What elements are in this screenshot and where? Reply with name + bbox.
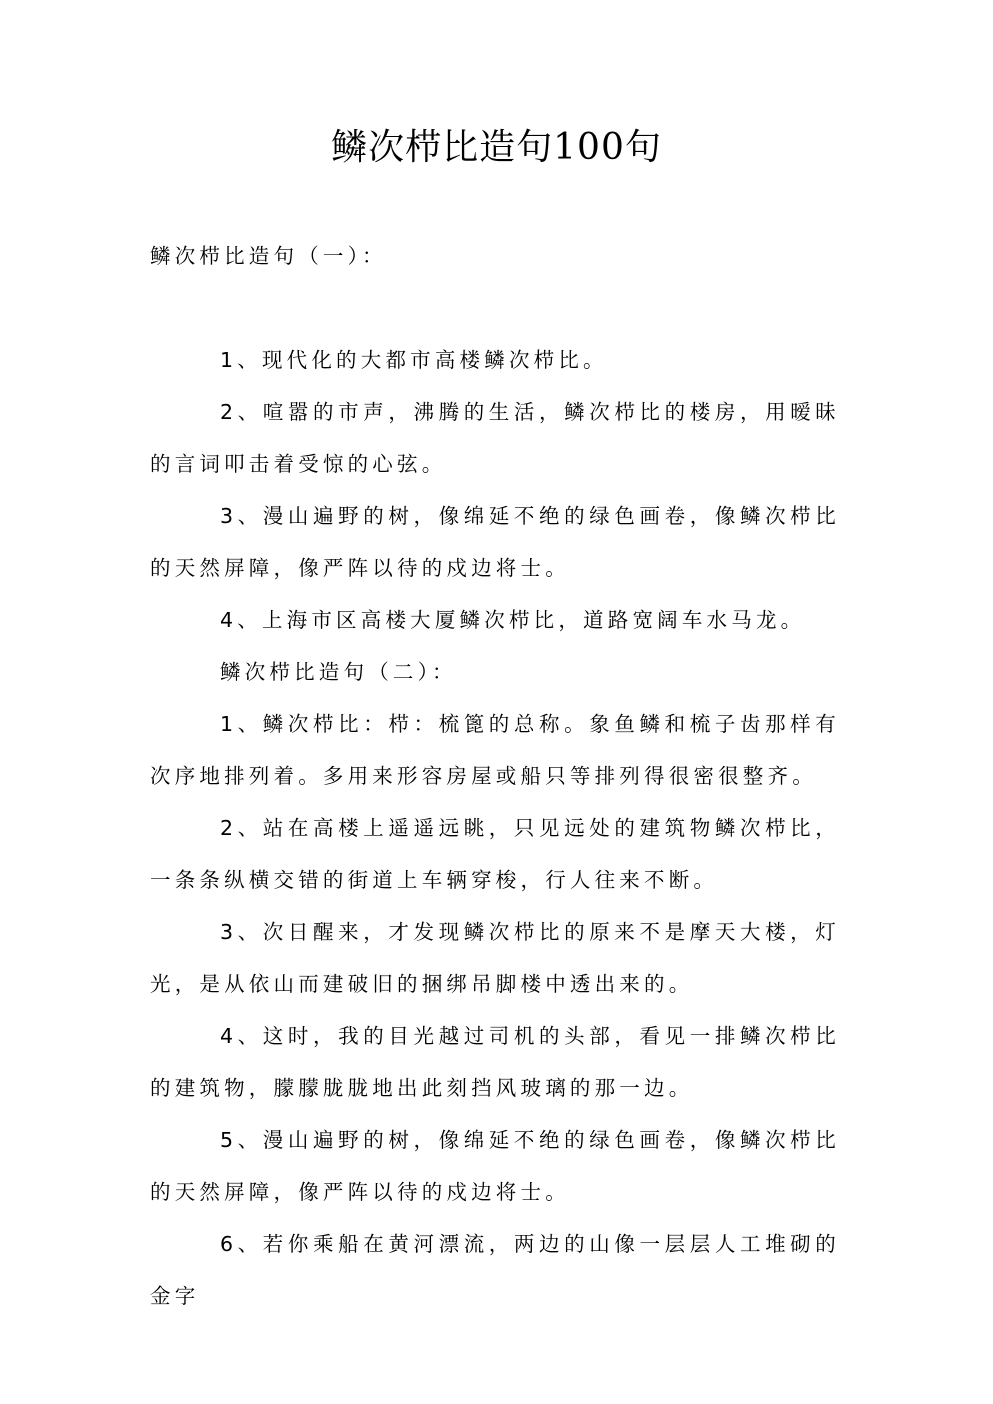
document-body [150, 230, 840, 1322]
sentence-item: 4、这时，我的目光越过司机的头部，看见一排鳞次栉比的建筑物，朦朦胧胧地出此刻挡风玻璃的那一边。 [150, 1024, 840, 1100]
section-heading-2: 鳞次栉比造句（二）： [220, 660, 457, 684]
sentence-item: 6、若你乘船在黄河漂流，两边的山像一层层人工堆砌的金字 [150, 1232, 840, 1308]
sentence-item: 3、次日醒来，才发现鳞次栉比的原来不是摩天大楼，灯光，是从依山而建破旧的捆绑吊脚楼中透出来的。 [150, 920, 840, 996]
sentence-item: 3、漫山遍野的树，像绵延不绝的绿色画卷，像鳞次栉比的天然屏障，像严阵以待的戍边将士。 [150, 504, 840, 580]
sentence-item: 1、现代化的大都市高楼鳞次栉比。 [220, 348, 608, 372]
sentence-item: 4、上海市区高楼大厦鳞次栉比，道路宽阔车水马龙。 [220, 608, 806, 632]
sentence-item: 1、鳞次栉比：栉：梳篦的总称。象鱼鳞和梳子齿那样有次序地排列着。多用来形容房屋或船只等排列得很密很整齐。 [150, 712, 840, 788]
sentence-item: 2、喧嚣的市声，沸腾的生活，鳞次栉比的楼房，用暧昧的言词叩击着受惊的心弦。 [150, 400, 840, 476]
section-heading-1: 鳞次栉比造句（一）： [150, 244, 387, 268]
sentence-item: 2、站在高楼上遥遥远眺，只见远处的建筑物鳞次栉比，一条条纵横交错的街道上车辆穿梭，行人往来不断。 [150, 816, 840, 892]
sentence-item: 5、漫山遍野的树，像绵延不绝的绿色画卷，像鳞次栉比的天然屏障，像严阵以待的戍边将士。 [150, 1128, 840, 1204]
document-title: 鳞次栉比造句100句 [331, 127, 662, 168]
